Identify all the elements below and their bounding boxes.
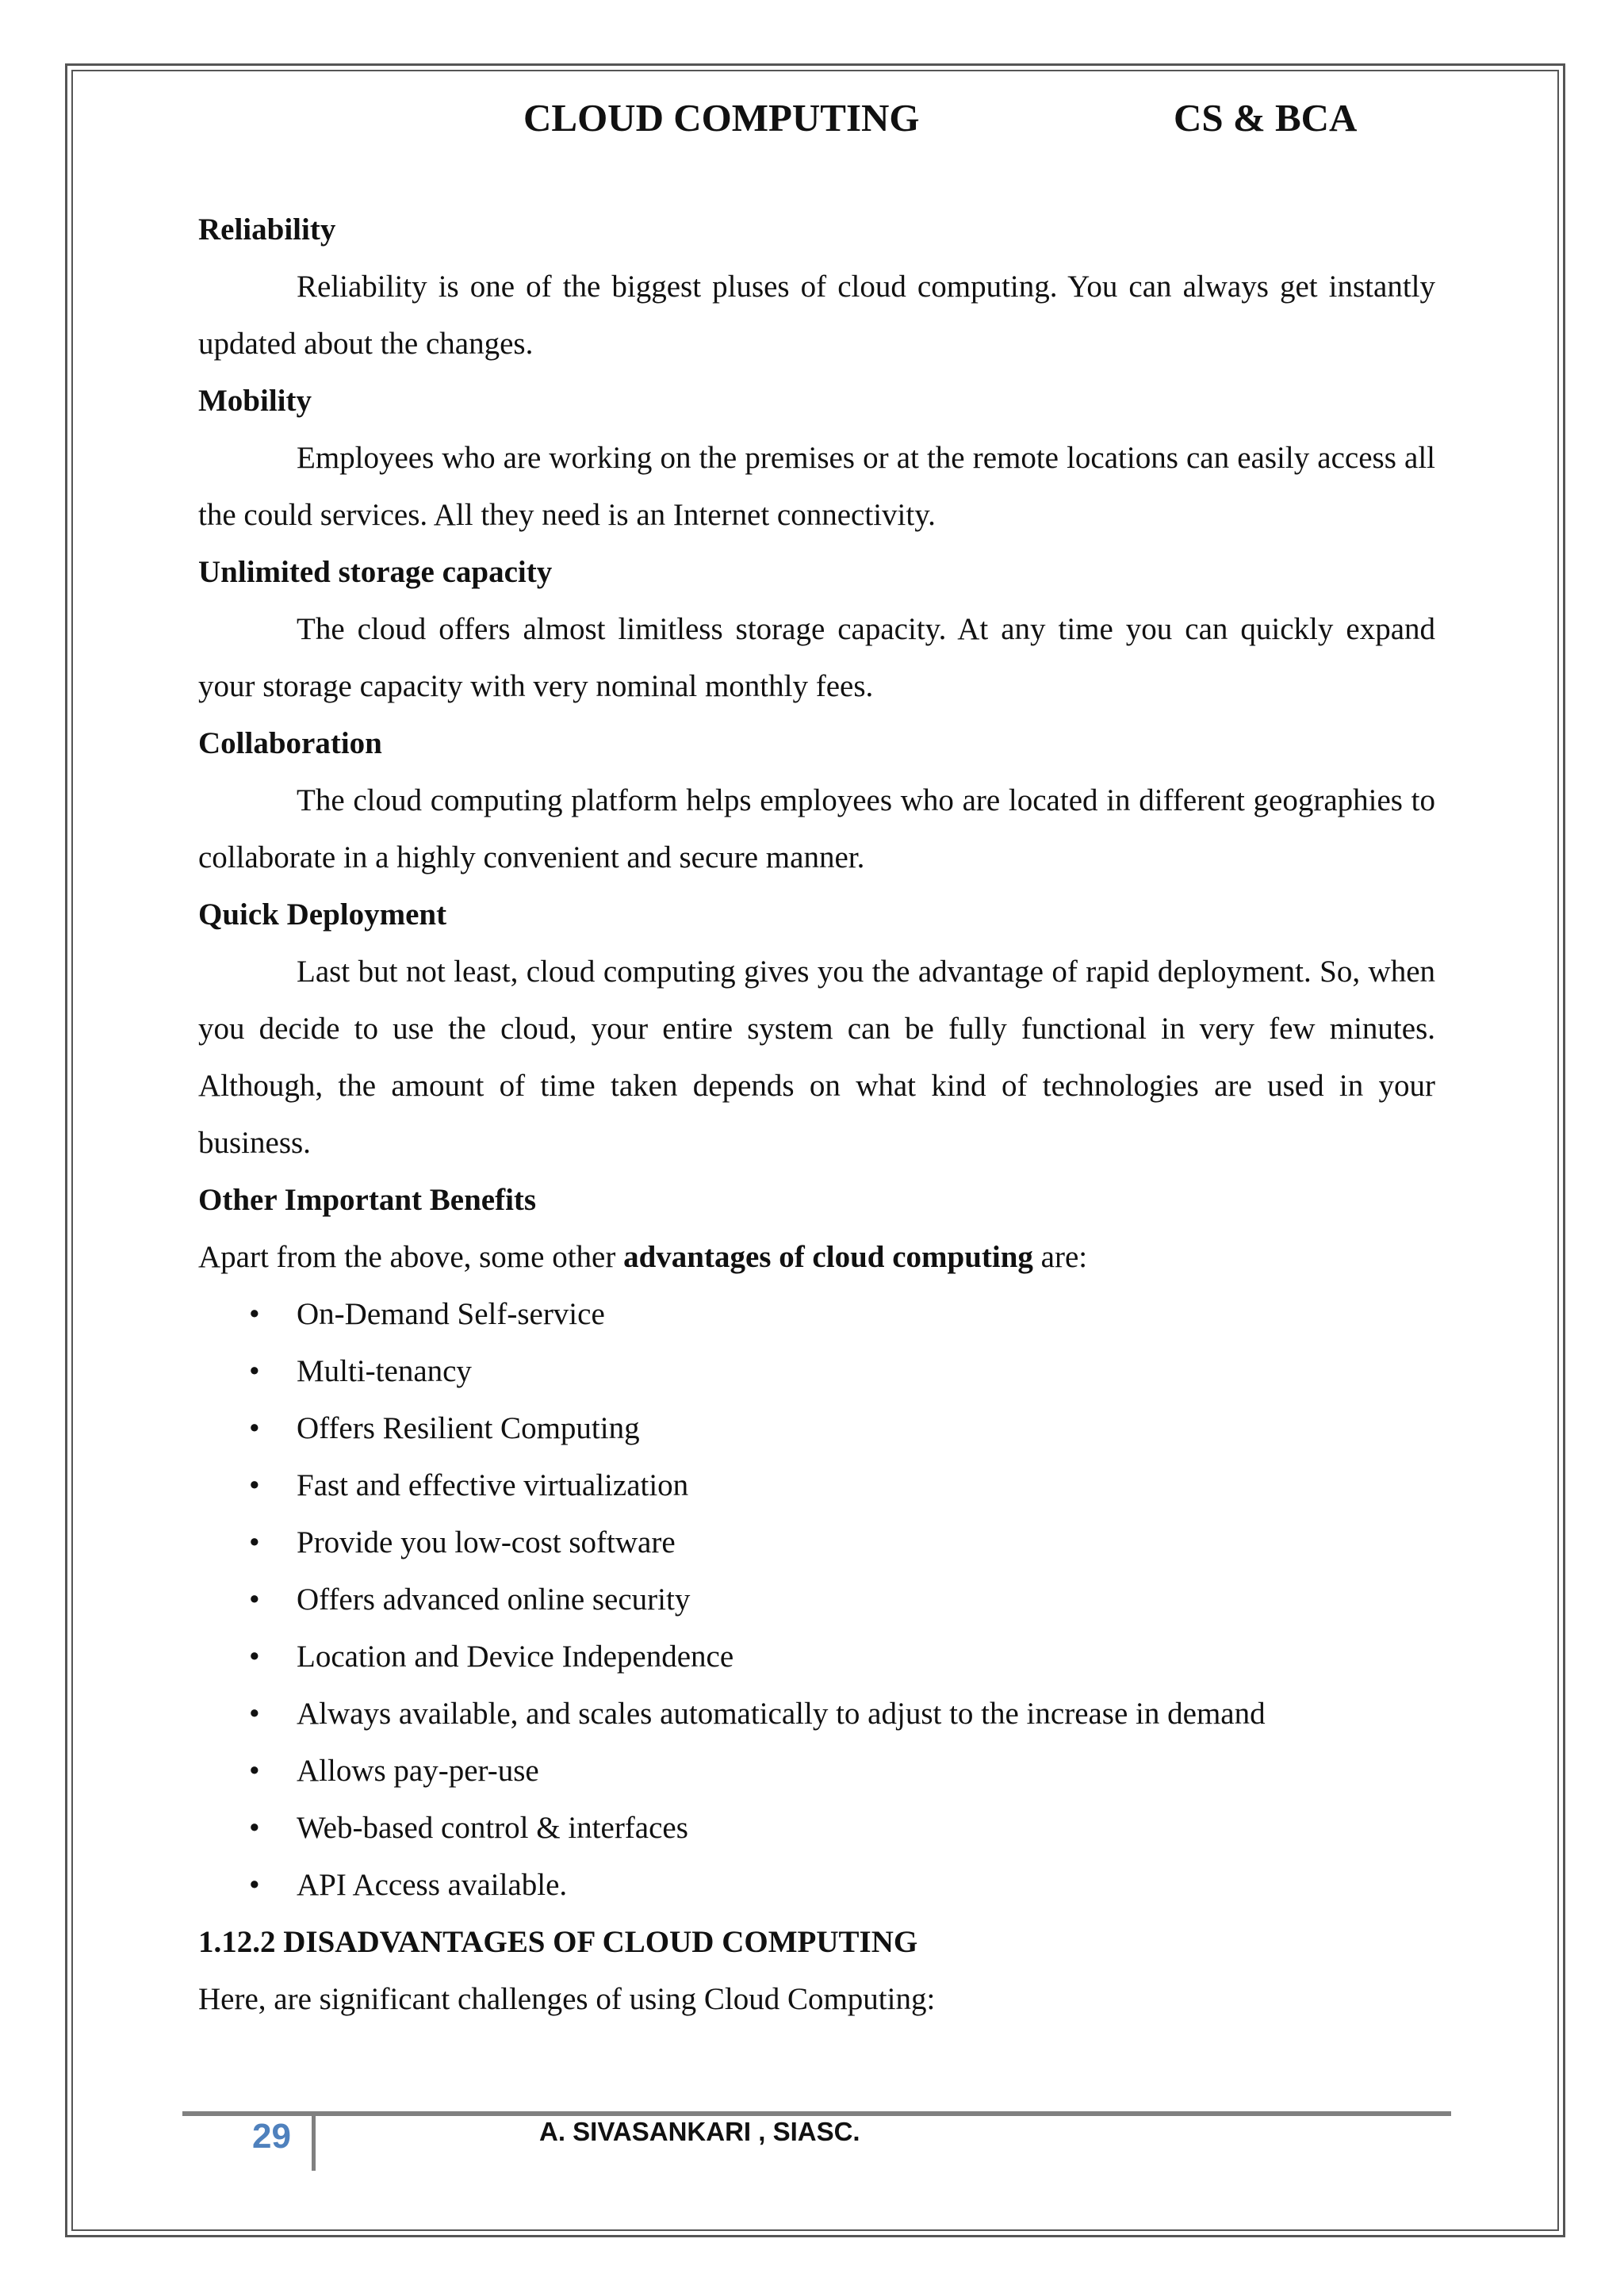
section-body-deployment: Last but not least, cloud computing gives you the advantage of rapid deployment. So, when you decide to use the cloud, your entire system can be fully functional in very few minutes. Although, the amount of time taken depends on what kind of technologies are used in your business. bbox=[198, 955, 1435, 1160]
list-item-text: On-Demand Self-service bbox=[297, 1297, 605, 1331]
list-item bbox=[198, 1686, 1435, 1743]
section-heading-mobility: Mobility bbox=[198, 384, 312, 418]
bullet-icon: • bbox=[249, 1640, 260, 1674]
list-item-text: Provide you low-cost software bbox=[297, 1525, 676, 1559]
list-item bbox=[198, 1743, 1435, 1800]
list-item bbox=[198, 1457, 1435, 1514]
section-heading-collaboration: Collaboration bbox=[198, 726, 382, 760]
list-item bbox=[198, 1343, 1435, 1400]
list-item-text: Allows pay-per-use bbox=[297, 1754, 539, 1788]
header-title: CLOUD COMPUTING bbox=[523, 96, 920, 140]
header-course: CS & BCA bbox=[1174, 96, 1358, 140]
benefits-list bbox=[198, 1286, 1435, 1914]
bullet-icon: • bbox=[249, 1697, 260, 1731]
footer-divider bbox=[182, 2111, 1451, 2116]
section-body-mobility: Employees who are working on the premises or at the remote locations can easily access all the could services. All they need is an Internet connectivity. bbox=[198, 441, 1435, 532]
document-body bbox=[198, 201, 1435, 2028]
page-number: 29 bbox=[252, 2117, 291, 2156]
page-header bbox=[0, 95, 1624, 151]
list-item-text: Location and Device Independence bbox=[297, 1640, 734, 1674]
section-body-collaboration: The cloud computing platform helps employees who are located in different geographies to collaborate in a highly convenient and secure manner. bbox=[198, 783, 1435, 874]
bullet-icon: • bbox=[249, 1468, 260, 1502]
section-heading-reliability: Reliability bbox=[198, 212, 336, 247]
bullet-icon: • bbox=[249, 1297, 260, 1331]
bullet-icon: • bbox=[249, 1354, 260, 1388]
list-item bbox=[198, 1800, 1435, 1857]
bullet-icon: • bbox=[249, 1582, 260, 1617]
footer-author: A. SIVASANKARI , SIASC. bbox=[539, 2117, 860, 2146]
disadvantages-intro: Here, are significant challenges of using Cloud Computing: bbox=[198, 1982, 936, 2016]
other-benefits-heading: Other Important Benefits bbox=[198, 1183, 537, 1217]
section-body-storage: The cloud offers almost limitless storage capacity. At any time you can quickly expand your storage capacity with very nominal monthly fees. bbox=[198, 612, 1435, 703]
other-benefits-intro bbox=[198, 1229, 1435, 1286]
footer-page-separator bbox=[312, 2114, 316, 2171]
list-item bbox=[198, 1571, 1435, 1628]
section-heading-storage: Unlimited storage capacity bbox=[198, 555, 553, 589]
intro-suffix: are: bbox=[1032, 1240, 1088, 1274]
list-item bbox=[198, 1286, 1435, 1343]
list-item-text: Multi-tenancy bbox=[297, 1354, 472, 1388]
intro-bold: advantages of cloud computing bbox=[623, 1240, 1033, 1274]
bullet-icon: • bbox=[249, 1754, 260, 1788]
section-body-reliability: Reliability is one of the biggest pluses of cloud computing. You can always get instantly updated about the changes. bbox=[198, 270, 1435, 361]
list-item-text: Offers advanced online security bbox=[297, 1582, 691, 1617]
list-item bbox=[198, 1514, 1435, 1571]
list-item bbox=[198, 1400, 1435, 1457]
intro-prefix: Apart from the above, some other bbox=[198, 1240, 624, 1274]
list-item-text: Web-based control & interfaces bbox=[297, 1811, 688, 1845]
list-item-text: Always available, and scales automatically to adjust to the increase in demand bbox=[297, 1697, 1266, 1731]
disadvantages-heading: 1.12.2 DISADVANTAGES OF CLOUD COMPUTING bbox=[198, 1925, 918, 1959]
list-item bbox=[198, 1857, 1435, 1914]
bullet-icon: • bbox=[249, 1811, 260, 1845]
bullet-icon: • bbox=[249, 1525, 260, 1559]
list-item-text: Fast and effective virtualization bbox=[297, 1468, 689, 1502]
list-item-text: Offers Resilient Computing bbox=[297, 1411, 640, 1445]
section-heading-deployment: Quick Deployment bbox=[198, 897, 447, 932]
list-item-text: API Access available. bbox=[297, 1868, 568, 1902]
list-item bbox=[198, 1628, 1435, 1686]
bullet-icon: • bbox=[249, 1868, 260, 1902]
bullet-icon: • bbox=[249, 1411, 260, 1445]
